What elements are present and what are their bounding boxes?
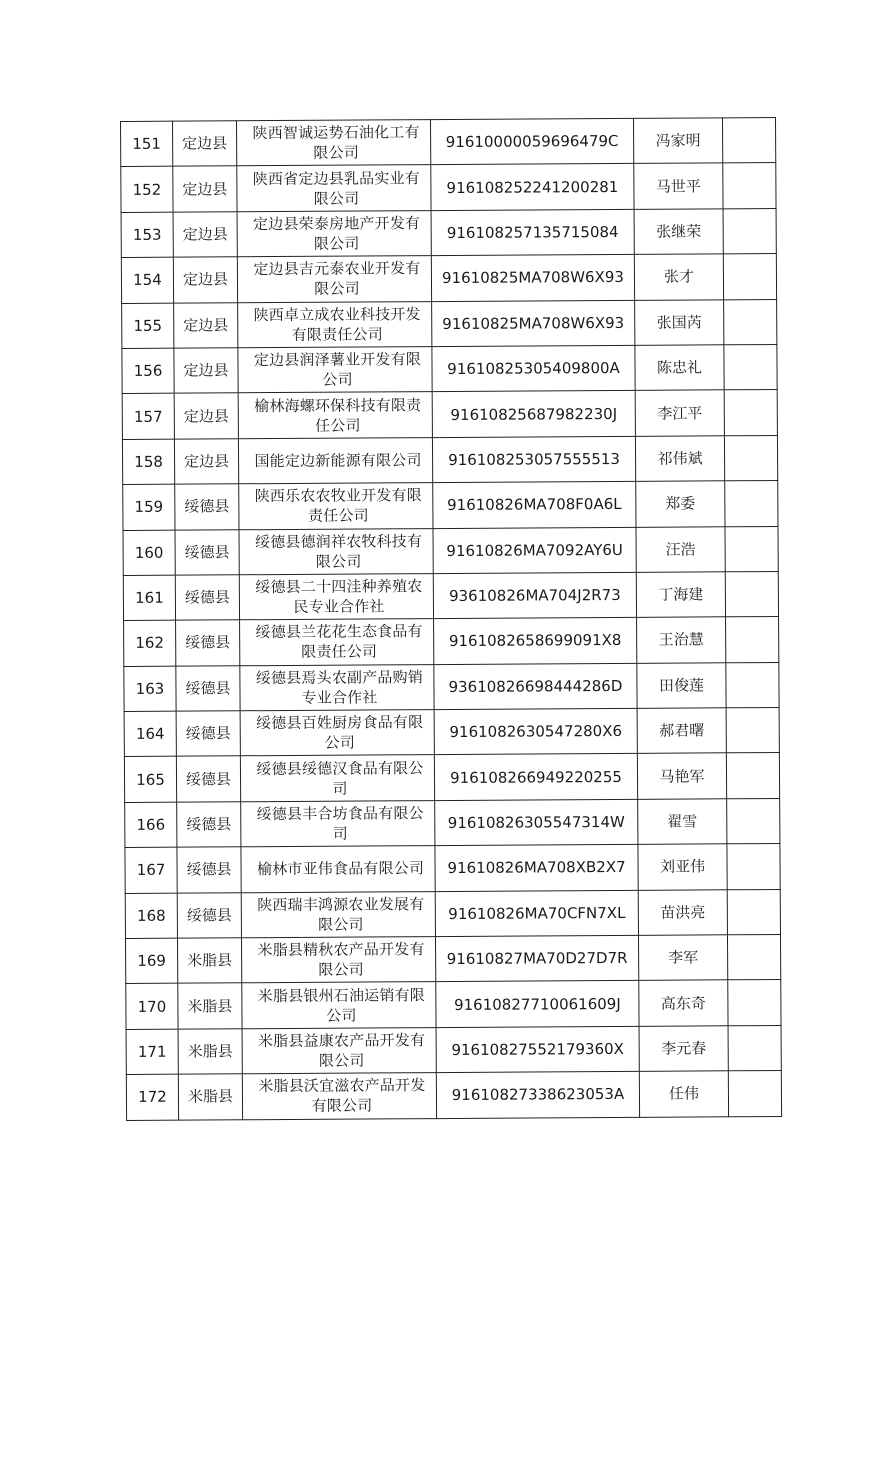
cell-credit-code: 91610826MA7092AY6U (433, 527, 636, 574)
company-name-text: 榆林市亚伟食品有限公司 (256, 859, 425, 879)
cell-county: 绥德县 (176, 620, 240, 666)
cell-county: 绥德县 (177, 847, 241, 893)
cell-remarks-empty (725, 481, 778, 527)
cell-credit-code: 93610826MA704J2R73 (433, 572, 636, 619)
cell-legal-representative: 冯家明 (633, 118, 722, 164)
cell-credit-code: 91610000059696479C (430, 118, 633, 165)
cell-county: 绥德县 (175, 575, 239, 621)
cell-row-number: 157 (122, 394, 174, 440)
table-row (126, 1071, 781, 1120)
cell-credit-code: 91610826MA708F0A6L (433, 481, 636, 528)
company-name-text: 陕西智诚运势石油化工有限公司 (252, 123, 420, 163)
company-name-text: 绥德县二十四洼种养殖农民专业合作社 (255, 577, 423, 617)
cell-company-name (239, 483, 433, 530)
cell-legal-representative: 郑委 (636, 481, 725, 527)
company-name-text: 米脂县沃宜滋农产品开发有限公司 (258, 1076, 426, 1116)
cell-county: 定边县 (173, 166, 237, 212)
company-name-text: 国能定边新能源有限公司 (254, 451, 422, 471)
company-name-text: 米脂县银州石油运销有限公司 (257, 985, 425, 1025)
cell-remarks-empty (726, 753, 779, 799)
cell-county: 绥德县 (175, 529, 239, 575)
cell-legal-representative: 刘亚伟 (638, 844, 727, 890)
cell-credit-code: 91610825687982230J (432, 391, 635, 438)
cell-company-name (237, 120, 431, 167)
table-row (125, 844, 780, 893)
cell-credit-code: 91610825305409800A (432, 345, 635, 392)
cell-county: 绥德县 (175, 484, 239, 530)
table-row (124, 662, 779, 711)
cell-row-number: 167 (125, 847, 177, 893)
cell-credit-code: 91610827710061609J (436, 981, 639, 1028)
cell-county: 定边县 (173, 212, 237, 258)
company-name-text: 绥德县焉头农副产品购销专业合作社 (255, 668, 424, 707)
cell-company-name (237, 210, 431, 257)
cell-county: 米脂县 (178, 1029, 242, 1075)
table-row (125, 935, 780, 984)
table-row (122, 435, 777, 484)
company-name-text: 陕西乐农农牧业开发有限责任公司 (254, 486, 422, 526)
cell-remarks-empty (723, 254, 776, 300)
cell-county: 定边县 (173, 121, 237, 167)
company-name-text: 陕西卓立成农业科技开发有限责任公司 (253, 304, 421, 344)
table-row (121, 117, 776, 166)
cell-legal-representative: 翟雪 (638, 799, 727, 845)
company-name-text: 定边县吉元泰农业开发有限公司 (253, 259, 421, 299)
cell-remarks-empty (723, 208, 776, 254)
cell-legal-representative: 张继荣 (634, 209, 723, 255)
company-name-text: 绥德县丰合坊食品有限公司 (256, 804, 424, 843)
cell-company-name (241, 800, 435, 847)
cell-legal-representative: 田俊莲 (637, 662, 726, 708)
cell-legal-representative: 祁伟斌 (635, 436, 724, 482)
cell-row-number: 159 (123, 484, 175, 530)
cell-credit-code: 91610826305547314W (435, 799, 638, 846)
cell-legal-representative: 马艳军 (637, 753, 726, 799)
cell-row-number: 168 (125, 893, 177, 939)
cell-county: 米脂县 (178, 983, 242, 1029)
cell-row-number: 160 (123, 530, 175, 576)
cell-credit-code: 9161082658699091X8 (434, 618, 637, 665)
company-name-text: 绥德县兰花花生态食品有限责任公司 (255, 622, 423, 662)
cell-row-number: 158 (122, 439, 174, 485)
cell-legal-representative: 张才 (634, 254, 723, 300)
cell-legal-representative: 任伟 (639, 1071, 728, 1117)
cell-county: 定边县 (174, 302, 238, 348)
cell-remarks-empty (724, 390, 777, 436)
cell-remarks-empty (727, 798, 780, 844)
cell-row-number: 163 (124, 666, 176, 712)
cell-legal-representative: 马世平 (634, 163, 723, 209)
cell-credit-code: 91610827552179360X (436, 1026, 639, 1073)
cell-row-number: 171 (126, 1029, 178, 1075)
cell-county: 定边县 (174, 348, 238, 394)
cell-credit-code: 91610826MA708XB2X7 (435, 845, 638, 892)
table-body (121, 117, 782, 1120)
cell-remarks-empty (723, 163, 776, 209)
cell-remarks-empty (724, 435, 777, 481)
cell-credit-code: 916108266949220255 (434, 754, 637, 801)
cell-credit-code: 916108257135715084 (431, 209, 634, 256)
cell-credit-code: 91610826MA70CFN7XL (435, 890, 638, 937)
cell-credit-code: 93610826698444286D (434, 663, 637, 710)
table-row (126, 1025, 781, 1074)
cell-company-name (238, 392, 432, 439)
cell-credit-code: 9161082630547280X6 (434, 708, 637, 755)
cell-row-number: 169 (125, 938, 177, 984)
cell-row-number: 154 (121, 257, 173, 303)
cell-company-name (238, 301, 432, 348)
cell-remarks-empty (728, 1071, 781, 1117)
cell-county: 绥德县 (176, 756, 240, 802)
cell-remarks-empty (728, 980, 781, 1026)
cell-company-name (240, 619, 434, 666)
cell-row-number: 170 (126, 984, 178, 1030)
cell-legal-representative: 郝君曙 (637, 708, 726, 754)
cell-credit-code: 916108252241200281 (431, 164, 634, 211)
cell-remarks-empty (726, 662, 779, 708)
cell-remarks-empty (727, 935, 780, 981)
cell-company-name (242, 1027, 436, 1074)
cell-legal-representative: 张国芮 (635, 299, 724, 345)
cell-company-name (241, 937, 435, 984)
table-row (123, 571, 778, 620)
cell-row-number: 165 (124, 757, 176, 803)
cell-county: 定边县 (173, 257, 237, 303)
company-name-text: 榆林海螺环保科技有限责任公司 (254, 395, 422, 435)
cell-county: 绥德县 (177, 892, 241, 938)
cell-company-name (238, 347, 432, 394)
cell-county: 绥德县 (177, 802, 241, 848)
company-name-text: 陕西省定边县乳品实业有限公司 (252, 168, 421, 208)
table-row (122, 390, 777, 439)
cell-county: 定边县 (174, 393, 238, 439)
table-row (123, 526, 778, 575)
cell-credit-code: 91610827338623053A (436, 1072, 639, 1119)
table-row (125, 889, 780, 938)
cell-row-number: 151 (121, 121, 173, 167)
company-name-text: 定边县荣泰房地产开发有限公司 (252, 214, 421, 253)
cell-row-number: 172 (126, 1074, 178, 1120)
cell-legal-representative: 苗洪亮 (638, 889, 727, 935)
table-row (124, 753, 779, 802)
cell-remarks-empty (727, 844, 780, 890)
table-row (122, 299, 777, 348)
company-name-text: 绥德县绥德汉食品有限公司 (256, 758, 424, 798)
cell-company-name (237, 165, 431, 212)
cell-row-number: 156 (122, 348, 174, 394)
cell-remarks-empty (728, 1025, 781, 1071)
cell-company-name (239, 574, 433, 621)
cell-row-number: 161 (123, 575, 175, 621)
cell-remarks-empty (727, 889, 780, 935)
cell-row-number: 153 (121, 212, 173, 258)
company-name-text: 绥德县德润祥农牧科技有限公司 (254, 531, 423, 571)
cell-legal-representative: 丁海建 (636, 572, 725, 618)
cell-legal-representative: 高东奇 (639, 980, 728, 1026)
cell-remarks-empty (725, 526, 778, 572)
cell-row-number: 164 (124, 711, 176, 757)
cell-legal-representative: 汪浩 (636, 526, 725, 572)
table-row (125, 798, 780, 847)
cell-company-name (238, 437, 432, 484)
table-row (121, 163, 776, 212)
table-row (121, 254, 776, 303)
cell-company-name (240, 664, 434, 711)
company-name-text: 米脂县精秋农产品开发有限公司 (257, 940, 425, 980)
cell-company-name (242, 1073, 436, 1120)
cell-company-name (237, 256, 431, 303)
company-registry-table (120, 117, 782, 1121)
company-name-text: 陕西瑞丰鸿源农业发展有限公司 (257, 894, 425, 934)
cell-company-name (240, 755, 434, 802)
cell-legal-representative: 李元春 (639, 1026, 728, 1072)
cell-county: 绥德县 (176, 711, 240, 757)
cell-company-name (242, 982, 436, 1029)
cell-credit-code: 91610825MA708W6X93 (431, 255, 634, 302)
cell-company-name (241, 846, 435, 893)
cell-county: 米脂县 (177, 938, 241, 984)
cell-remarks-empty (726, 708, 779, 754)
cell-county: 绥德县 (176, 665, 240, 711)
cell-credit-code: 916108253057555513 (432, 436, 635, 483)
cell-row-number: 152 (121, 167, 173, 213)
company-name-text: 绥德县百姓厨房食品有限公司 (256, 713, 424, 753)
cell-county: 定边县 (174, 439, 238, 485)
cell-company-name (240, 710, 434, 757)
cell-remarks-empty (726, 617, 779, 663)
table-row (121, 208, 776, 257)
table-row (126, 980, 781, 1029)
cell-legal-representative: 李军 (638, 935, 727, 981)
cell-row-number: 162 (124, 620, 176, 666)
cell-company-name (239, 528, 433, 575)
cell-remarks-empty (724, 299, 777, 345)
cell-legal-representative: 陈忠礼 (635, 345, 724, 391)
cell-row-number: 166 (125, 802, 177, 848)
table-row (123, 481, 778, 530)
cell-remarks-empty (724, 344, 777, 390)
cell-company-name (241, 891, 435, 938)
cell-legal-representative: 李江平 (635, 390, 724, 436)
cell-remarks-empty (722, 117, 775, 163)
cell-legal-representative: 王治慧 (637, 617, 726, 663)
table-row (124, 708, 779, 757)
cell-credit-code: 91610825MA708W6X93 (432, 300, 635, 347)
cell-row-number: 155 (122, 303, 174, 349)
company-name-text: 定边县润泽薯业开发有限公司 (253, 350, 422, 389)
cell-county: 米脂县 (178, 1074, 242, 1120)
table-row (122, 344, 777, 393)
cell-remarks-empty (725, 571, 778, 617)
cell-credit-code: 91610827MA70D27D7R (435, 935, 638, 982)
table-row (124, 617, 779, 666)
company-name-text: 米脂县益康农产品开发有限公司 (257, 1031, 426, 1070)
